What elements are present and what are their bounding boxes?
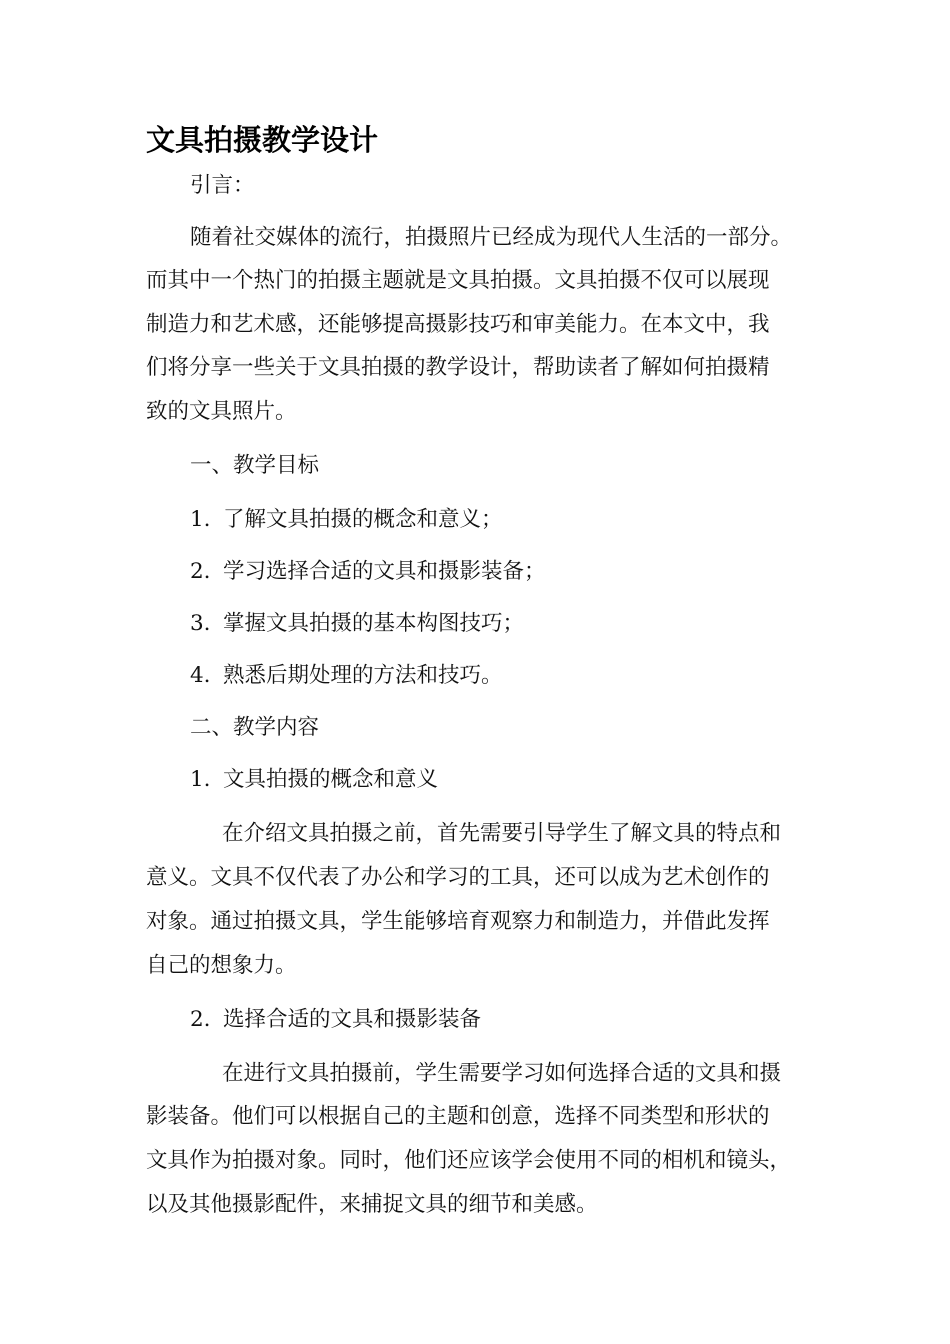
content-subheading-1 <box>190 766 438 794</box>
intro-line-2: 而其中一个热门的拍摄主题就是文具拍摄。文具拍摄不仅可以展现 <box>146 268 770 293</box>
content-subheading-2-text: 选择合适的文具和摄影装备 <box>223 1007 482 1032</box>
objective-item-3 <box>190 610 524 638</box>
content-2-line-4: 以及其他摄影配件，来捕捉文具的细节和美感。 <box>146 1192 598 1217</box>
content-subheading-1-text: 文具拍摄的概念和意义 <box>223 767 439 792</box>
objective-item-3-text: 掌握文具拍摄的基本构图技巧； <box>223 611 525 636</box>
objective-item-3-number: 3. <box>190 611 211 636</box>
content-2-line-2: 影装备。他们可以根据自己的主题和创意，选择不同类型和形状的 <box>146 1104 770 1129</box>
objective-item-2-number: 2. <box>190 559 211 584</box>
objective-item-1 <box>190 506 503 534</box>
objective-item-4 <box>190 662 503 690</box>
objective-item-4-number: 4. <box>190 663 211 688</box>
content-2-line-1: 在进行文具拍摄前，学生需要学习如何选择合适的文具和摄 <box>222 1061 782 1086</box>
document-title: 文具拍摄教学设计 <box>146 123 379 157</box>
intro-line-5: 致的文具照片。 <box>146 399 297 424</box>
objective-item-1-number: 1. <box>190 507 211 532</box>
content-subheading-1-number: 1. <box>190 767 211 792</box>
intro-line-1: 随着社交媒体的流行，拍摄照片已经成为现代人生活的一部分。 <box>190 225 793 250</box>
objective-item-4-text: 熟悉后期处理的方法和技巧。 <box>223 663 503 688</box>
content-2-line-3: 文具作为拍摄对象。同时，他们还应该学会使用不同的相机和镜头， <box>146 1148 792 1173</box>
intro-heading: 引言： <box>190 173 255 198</box>
objective-item-2-text: 学习选择合适的文具和摄影装备； <box>223 559 546 584</box>
content-subheading-2 <box>190 1006 481 1034</box>
section1-heading: 一、教学目标 <box>190 453 320 478</box>
intro-line-4: 们将分享一些关于文具拍摄的教学设计，帮助读者了解如何拍摄精 <box>146 355 770 380</box>
content-1-line-4: 自己的想象力。 <box>146 953 297 978</box>
objective-item-1-text: 了解文具拍摄的概念和意义； <box>223 507 503 532</box>
content-1-line-3: 对象。通过拍摄文具，学生能够培育观察力和制造力，并借此发挥 <box>146 909 770 934</box>
content-subheading-2-number: 2. <box>190 1007 211 1032</box>
section2-heading: 二、教学内容 <box>190 715 320 740</box>
objective-item-2 <box>190 558 546 586</box>
intro-line-3: 制造力和艺术感，还能够提高摄影技巧和审美能力。在本文中，我 <box>146 312 770 337</box>
content-1-line-1: 在介绍文具拍摄之前，首先需要引导学生了解文具的特点和 <box>222 821 782 846</box>
content-1-line-2: 意义。文具不仅代表了办公和学习的工具，还可以成为艺术创作的 <box>146 865 770 890</box>
